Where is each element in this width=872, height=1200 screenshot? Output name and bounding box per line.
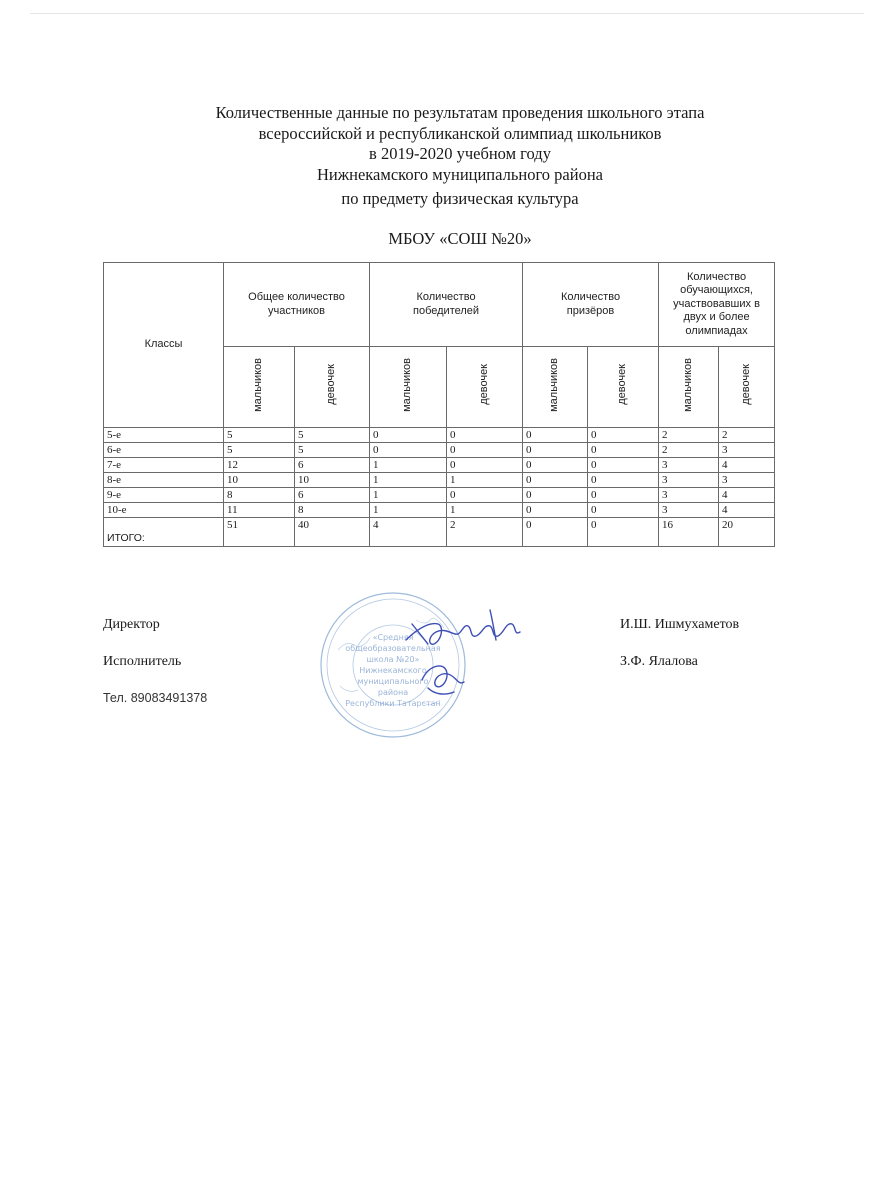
title-line: всероссийской и республиканской олимпиад школьников [258, 123, 662, 143]
table-cell: 3 [659, 503, 719, 518]
svg-text:муниципального: муниципального [357, 677, 429, 686]
svg-text:Нижнекамского: Нижнекамского [359, 666, 427, 675]
table-cell: 5 [224, 428, 295, 443]
table-cell: 12 [224, 458, 295, 473]
table-row [104, 443, 775, 458]
table-cell: 40 [295, 518, 370, 547]
executor-label: Исполнитель [103, 654, 182, 669]
table-cell: 1 [370, 503, 447, 518]
table-cell: 0 [523, 488, 588, 503]
table-cell: 0 [523, 443, 588, 458]
class-label: 10-е [104, 503, 224, 518]
table-row [104, 488, 775, 503]
title-line: в 2019-2020 учебном году [369, 144, 551, 163]
table-cell: 0 [370, 443, 447, 458]
table-cell: 3 [659, 458, 719, 473]
class-label: 9-е [104, 488, 224, 503]
table-cell: 0 [370, 428, 447, 443]
table-cell: 3 [719, 473, 775, 488]
phone-number: Тел. 89083491378 [103, 691, 208, 705]
table-cell: 1 [447, 503, 523, 518]
table-cell: 2 [719, 428, 775, 443]
subheader-girls [719, 347, 775, 428]
classes-header: Классы [104, 263, 224, 428]
director-name: И.Ш. Ишмухаметов [620, 617, 740, 632]
subheader-girls [588, 347, 659, 428]
subheader-label: мальчиков [548, 357, 561, 412]
handwritten-signature [398, 600, 538, 710]
top-scan-edge [30, 13, 864, 14]
subheader-girls [447, 347, 523, 428]
svg-text:района: района [377, 688, 409, 697]
subheader-label: мальчиков [252, 357, 265, 412]
executor-name: З.Ф. Ялалова [620, 654, 698, 669]
table-cell: 10 [295, 473, 370, 488]
group-header-winners: Количество победителей [370, 263, 523, 347]
subheader-label: девочек [739, 364, 752, 406]
total-row [104, 518, 775, 547]
table-cell: 0 [523, 458, 588, 473]
table-cell: 0 [523, 428, 588, 443]
table-cell: 3 [659, 473, 719, 488]
table-cell: 1 [370, 488, 447, 503]
table-cell: 16 [659, 518, 719, 547]
subheader-boys [659, 347, 719, 428]
total-label: ИТОГО: [104, 518, 224, 547]
table-cell: 0 [447, 428, 523, 443]
table-cell: 0 [447, 443, 523, 458]
table-cell: 0 [523, 473, 588, 488]
table-cell: 2 [659, 443, 719, 458]
subheader-label: девочек [477, 364, 490, 406]
table-cell: 1 [370, 473, 447, 488]
table-cell: 1 [370, 458, 447, 473]
table-cell: 1 [447, 473, 523, 488]
table-row [104, 428, 775, 443]
subheader-boys [370, 347, 447, 428]
title-line: по предмету физическая культура [341, 189, 579, 208]
table-cell: 5 [295, 443, 370, 458]
svg-text:школа №20»: школа №20» [366, 655, 420, 664]
subheader-label: мальчиков [401, 357, 414, 412]
svg-text:«Средняя: «Средняя [372, 633, 414, 642]
class-label: 5-е [104, 428, 224, 443]
table-cell: 51 [224, 518, 295, 547]
table-cell: 10 [224, 473, 295, 488]
table-cell: 0 [523, 518, 588, 547]
class-label: 6-е [104, 443, 224, 458]
table-row [104, 503, 775, 518]
table-cell: 8 [224, 488, 295, 503]
class-label: 7-е [104, 458, 224, 473]
table-cell: 0 [588, 488, 659, 503]
table-cell: 20 [719, 518, 775, 547]
subheader-boys [523, 347, 588, 428]
table-row [104, 458, 775, 473]
subheader-label: девочек [325, 364, 338, 406]
table-cell: 6 [295, 488, 370, 503]
table-row [104, 473, 775, 488]
table-cell: 0 [447, 488, 523, 503]
class-label: 8-е [104, 473, 224, 488]
svg-text:общеобразовательная: общеобразовательная [345, 644, 441, 653]
table-cell: 4 [719, 503, 775, 518]
table-cell: 0 [588, 473, 659, 488]
results-table [103, 262, 775, 547]
group-header-multi: Количество обучающихся, участвовавших в двух и более олимпиадах [659, 263, 775, 347]
table-cell: 5 [295, 428, 370, 443]
subheader-label: мальчиков [681, 357, 694, 412]
school-name: МБОУ «СОШ №20» [388, 229, 532, 248]
table-cell: 0 [588, 443, 659, 458]
table-cell: 2 [447, 518, 523, 547]
table-cell: 4 [370, 518, 447, 547]
director-label: Директор [103, 617, 160, 632]
table-cell: 6 [295, 458, 370, 473]
subheader-girls [295, 347, 370, 428]
table-cell: 11 [224, 503, 295, 518]
table-cell: 0 [588, 428, 659, 443]
svg-text:Республики Татарстан: Республики Татарстан [345, 699, 441, 708]
table-cell: 2 [659, 428, 719, 443]
table-cell: 0 [588, 503, 659, 518]
subheader-boys [224, 347, 295, 428]
table-cell: 0 [523, 503, 588, 518]
table-cell: 3 [659, 488, 719, 503]
group-header-prizewinners: Количество призёров [523, 263, 659, 347]
table-cell: 3 [719, 443, 775, 458]
table-cell: 0 [447, 458, 523, 473]
table-cell: 8 [295, 503, 370, 518]
table-cell: 5 [224, 443, 295, 458]
document-title [100, 103, 820, 210]
table-cell: 4 [719, 458, 775, 473]
table-cell: 0 [588, 458, 659, 473]
subheader-label: девочек [616, 364, 629, 406]
group-header-total: Общее количество участников [224, 263, 370, 347]
table-cell: 0 [588, 518, 659, 547]
title-line: Количественные данные по результатам проведения школьного этапа [215, 103, 705, 122]
table-cell: 4 [719, 488, 775, 503]
title-line: Нижнекамского муниципального района [316, 164, 603, 184]
